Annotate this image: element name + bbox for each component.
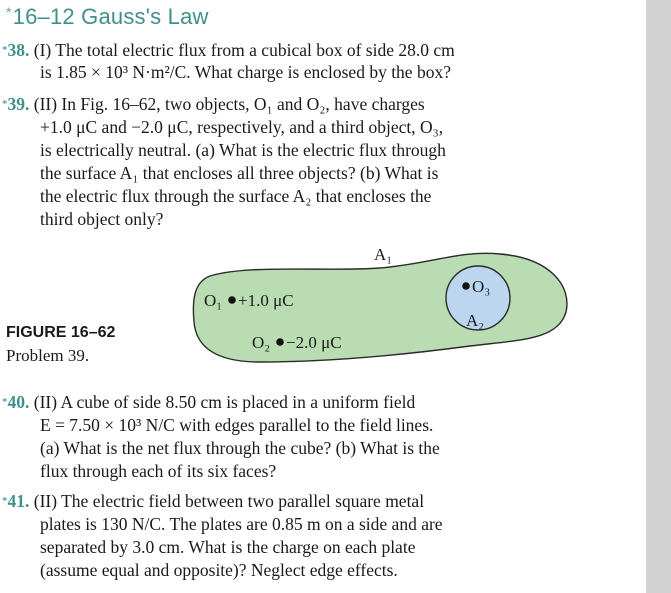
problem-41-line-2: plates is 130 N/C. The plates are 0.85 m on a side and are xyxy=(40,514,443,534)
problem-text: (II) A cube of side 8.50 cm is placed in a uniform field xyxy=(33,392,416,412)
problem-41-line-1 xyxy=(2,491,424,511)
section-title xyxy=(6,4,209,30)
problem-41-line-3: separated by 3.0 cm. What is the charge on each plate xyxy=(40,537,416,557)
problem-39-line-2: +1.0 μC and −2.0 μC, respectively, and a third object, O₃, xyxy=(40,117,444,137)
label-a1: A₁ xyxy=(374,245,393,264)
problem-40-line-3: (a) What is the net flux through the cube? (b) What is the xyxy=(40,438,440,458)
object-o1-dot xyxy=(228,296,236,304)
problem-text: (II) In Fig. 16–62, two objects, O₁ and O₂, have charges xyxy=(33,94,425,114)
page-edge-bar xyxy=(646,0,671,593)
object-o1 xyxy=(204,291,294,310)
problem-number: *38. xyxy=(2,40,30,60)
problem-number: *41. xyxy=(2,491,30,511)
problem-39-line-5: the electric flux through the surface A₂ that encloses the xyxy=(40,186,432,206)
section-star: * xyxy=(6,4,12,20)
problem-38-line-1 xyxy=(2,40,455,60)
object-o2-label: O₂ xyxy=(252,333,271,352)
problem-38-line-2: is 1.85 × 10³ N·m²/C. What charge is enclosed by the box? xyxy=(40,62,451,82)
problem-39-line-1 xyxy=(2,94,425,114)
object-o3-dot xyxy=(462,282,470,290)
problem-number: *40. xyxy=(2,392,30,412)
object-o2-charge: −2.0 μC xyxy=(286,333,342,352)
section-title-text: 16–12 Gauss's Law xyxy=(12,4,209,29)
object-o3-label: O₃ xyxy=(472,277,491,296)
problem-39-line-3: is electrically neutral. (a) What is the electric flux through xyxy=(40,140,446,160)
label-a2: A₂ xyxy=(466,311,485,330)
problem-40-line-1 xyxy=(2,392,415,412)
figure-subcaption: Problem 39. xyxy=(6,346,90,365)
problem-39-line-6: third object only? xyxy=(40,209,164,229)
problem-41-line-4: (assume equal and opposite)? Neglect edge effects. xyxy=(40,560,398,580)
figure-caption: FIGURE 16–62 xyxy=(6,324,116,341)
problem-40-line-4: flux through each of its six faces? xyxy=(40,461,277,481)
object-o2 xyxy=(252,333,342,352)
object-o1-label: O₁ xyxy=(204,291,223,310)
object-o1-charge: +1.0 μC xyxy=(238,291,294,310)
figure-16-62 xyxy=(170,236,590,376)
problem-39-line-4: the surface A₁ that encloses all three objects? (b) What is xyxy=(40,163,439,183)
problem-number: *39. xyxy=(2,94,30,114)
object-o2-dot xyxy=(276,338,284,346)
problem-text: (I) The total electric flux from a cubical box of side 28.0 cm xyxy=(33,40,455,60)
problem-40-line-2: E = 7.50 × 10³ N/C with edges parallel to the field lines. xyxy=(40,415,434,435)
problem-text: (II) The electric field between two parallel square metal xyxy=(33,491,425,511)
